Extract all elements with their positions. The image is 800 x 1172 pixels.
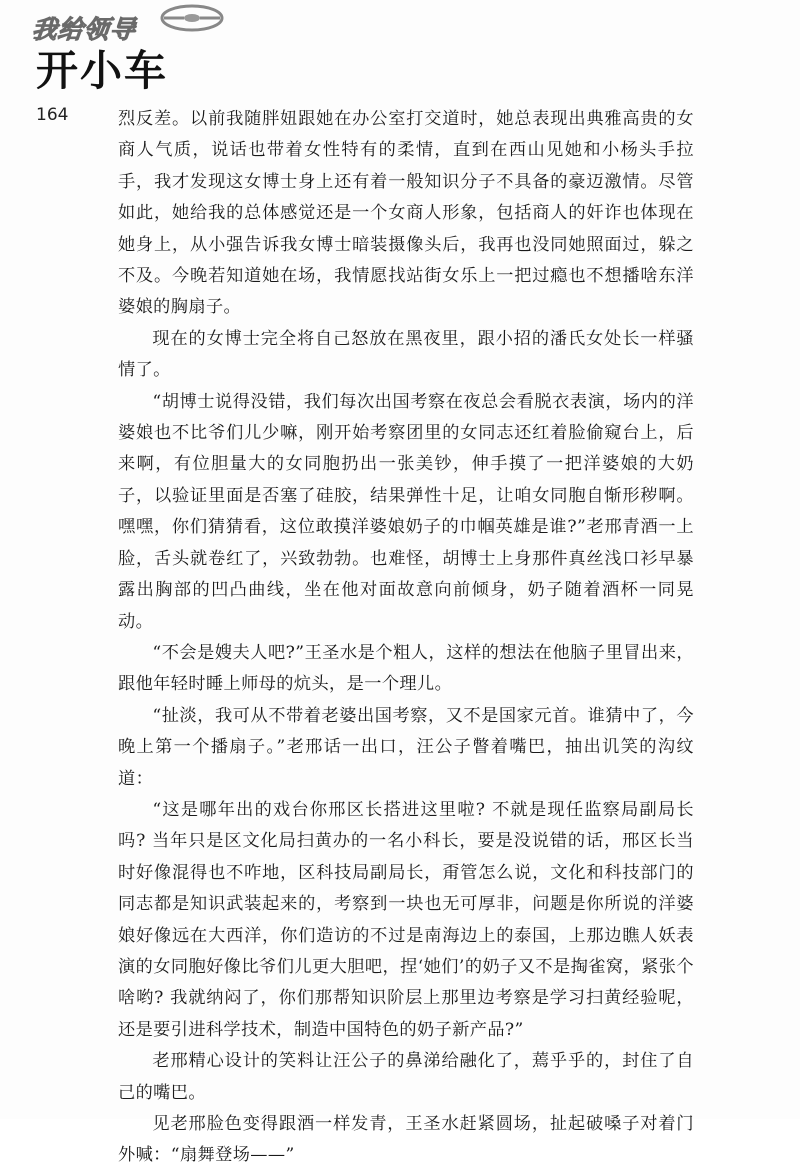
paragraph: “这是哪年出的戏台你邢区长搭进这里啦? 不就是现任监察局副局长吗? 当年只是区文化局扫黄办的一名小科长，要是没说错的话，邢区长当时好像混得也不咋地，区科技局副局长，甭管怎么说，文化和科技部门的同志都是知识武装起来的，考察到一块也无可厚非，问题是你所说的洋婆娘好像远在大西洋，你们造访的不过是南海边上的泰国，上那边瞧人妖表演的女同胞好像比爷们儿更大胆吧，捏‘她们’的奶子又不是掏雀窝，紧张个啥哟? 我就纳闷了，你们那帮知识阶层上那里边考察是学习扫黄经验呢，还是要引进科学技术，制造中国特色的奶子新产品?”: [118, 799, 694, 1040]
paragraph: 烈反差。以前我随胖妞跟她在办公室打交道时，她总表现出典雅高贵的女商人气质，说话也带着女性特有的柔情，直到在西山见她和小杨头手拉手，我才发现这女博士身上还有着一般知识分子不具备的豪迈激情。尽管如此，她给我的总体感觉还是一个女商人形象，包括商人的奸诈也体现在她身上，从小强告诉我女博士暗装摄像头后，我再也没同她照面过，躲之不及。今晚若知道她在场，我情愿找站街女乐上一把过瘾也不想播啥东洋婆娘的胸扇子。: [118, 109, 694, 318]
page-number: 164: [36, 105, 69, 125]
paragraph: “扯淡，我可从不带着老婆出国考察，又不是国家元首。谁猜中了，今晚上第一个播扇子。”老邢话一出口，汪公子瞥着嘴巴，抽出讥笑的沟纹道：: [118, 705, 694, 789]
logo-top-text: 我给领导: [30, 15, 138, 44]
paragraph: 现在的女博士完全将自己怒放在黑夜里，跟小招的潘氏女处长一样骚情了。: [118, 328, 694, 381]
book-title-logo: [22, 4, 222, 94]
paragraph: “胡博士说得没错，我们每次出国考察在夜总会看脱衣表演，场内的洋婆娘也不比爷们儿少嘛，刚开始考察团里的女同志还红着脸偷窥台上，后来啊，有位胆量大的女同胞扔出一张美钞，伸手摸了一把洋婆娘的大奶子，以验证里面是否塞了硅胶，结果弹性十足，让咱女同胞自惭形秽啊。嘿嘿，你们猜猜看，这位敢摸洋婆娘奶子的巾帼英雄是谁?”老邢青酒一上脸，舌头就卷红了，兴致勃勃。也难怪，胡博士上身那件真丝浅口衫早暴露出胸部的凹凸曲线，坐在他对面故意向前倾身，奶子随着酒杯一同晃动。: [118, 391, 694, 632]
paragraph: 老邢精心设计的笑料让汪公子的鼻涕给融化了，蔫乎乎的，封住了自己的嘴巴。: [118, 1051, 694, 1103]
paragraph: “不会是嫂夫人吧?”王圣水是个粗人，这样的想法在他脑子里冒出来，跟他年轻时睡上师母的炕头，是一个理儿。: [118, 642, 694, 695]
logo-main-text: 开小车: [36, 46, 169, 95]
paragraph: 见老邢脸色变得跟酒一样发青，王圣水赶紧圆场，扯起破嗓子对着门外喊：“扇舞登场——”: [118, 1114, 694, 1166]
body-text: [118, 104, 694, 1172]
